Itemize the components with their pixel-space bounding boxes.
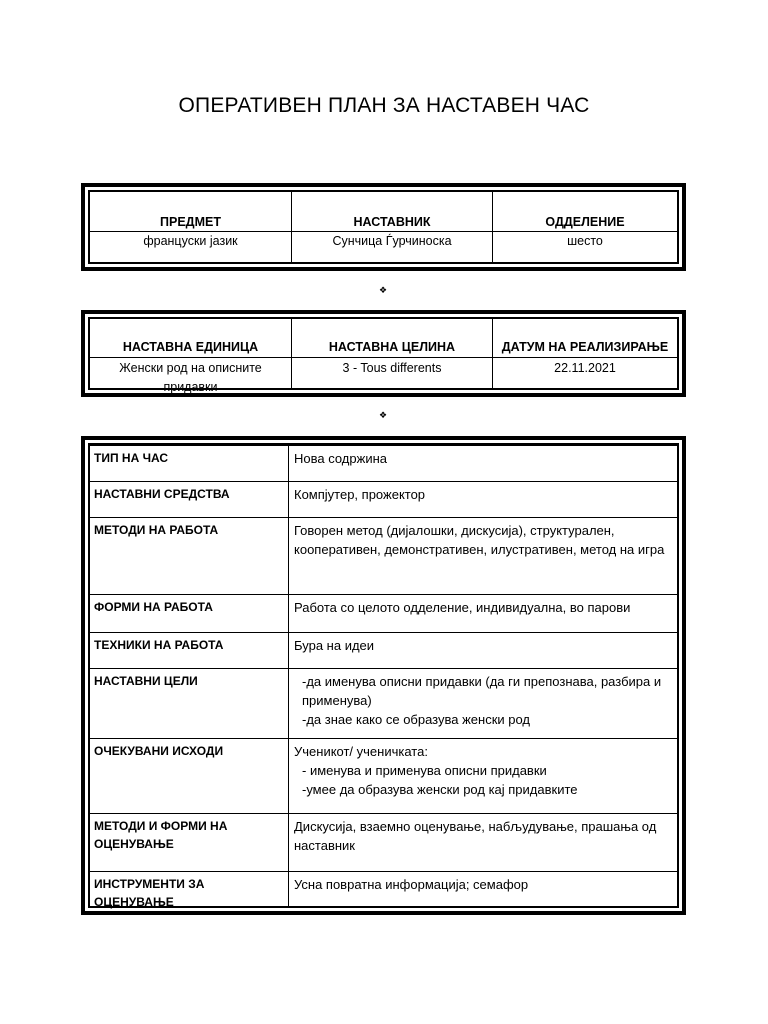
separator-diamond-icon: ❖ (378, 285, 388, 295)
teacher-header: НАСТАВНИК (353, 215, 431, 229)
date-column (492, 319, 677, 388)
row-label: ОЧЕКУВАНИ ИСХОДИ (94, 744, 224, 758)
grade-header: ОДДЕЛЕНИЕ (545, 215, 625, 229)
table2-divider (90, 357, 677, 358)
row-text: Компјутер, прожектор (294, 487, 426, 502)
teacher-value: Сунчица Ѓурчиноска (332, 234, 452, 248)
grade-value: шесто (567, 234, 603, 248)
table-row (90, 668, 677, 739)
subject-header: ПРЕДМЕТ (160, 215, 221, 229)
teacher-column (291, 192, 492, 262)
row-label: МЕТОДИ НА РАБОТА (94, 523, 219, 537)
unit-column (90, 319, 291, 394)
subject-value: француски јазик (143, 234, 238, 248)
row-text-line: -да именува описни придавки (да ги препознава, разбира и применува) (302, 674, 662, 708)
theme-value: 3 - Tous differents (342, 361, 442, 375)
subject-info-table (81, 183, 686, 271)
grade-column (492, 192, 677, 262)
lesson-details-table (81, 436, 686, 915)
table-row (90, 594, 677, 633)
row-text (294, 742, 671, 799)
row-label: НАСТАВНИ ЦЕЛИ (94, 674, 198, 688)
theme-column (291, 319, 492, 388)
row-label: НАСТАВНИ СРЕДСТВА (94, 487, 230, 501)
row-text-line: -умее да образува женски род кај придавките (302, 782, 578, 797)
row-text: Дискусија, взаемно оценување, набљудување, прашања од наставник (294, 819, 657, 853)
row-label: ТИП НА ЧАС (94, 451, 169, 465)
row-text: Говорен метод (дијалошки, дискусија), структурален, кооперативен, демонстративен, илустративен, метод на игра (294, 523, 665, 557)
row-text: Бура на идеи (294, 638, 375, 653)
table-row (90, 517, 677, 595)
unit-info-table (81, 310, 686, 397)
row-text: Нова содржина (294, 451, 387, 466)
table-row (90, 813, 677, 872)
table1-divider (90, 231, 677, 232)
row-text-line: - именува и применува описни придавки (302, 763, 547, 778)
date-value: 22.11.2021 (554, 361, 616, 375)
row-text: Работа со целото одделение, индивидуална, во парови (294, 600, 631, 615)
table-row (90, 632, 677, 669)
row-text-line: Ученикот/ ученичката: (294, 744, 428, 759)
row-label: ФОРМИ НА РАБОТА (94, 600, 213, 614)
row-text-line: -да знае како се образува женски род (302, 712, 531, 727)
table-row (90, 738, 677, 814)
date-header: ДАТУМ НА РЕАЛИЗИРАЊЕ (501, 340, 669, 354)
table-row (90, 445, 677, 482)
row-label: МЕТОДИ И ФОРМИ НА ОЦЕНУВАЊЕ (94, 819, 228, 851)
row-label: ИНСТРУМЕНТИ ЗА ОЦЕНУВАЊЕ (94, 877, 205, 909)
theme-header: НАСТАВНА ЦЕЛИНА (328, 340, 456, 354)
unit-header: НАСТАВНА ЕДИНИЦА (122, 340, 259, 354)
subject-column (90, 192, 291, 262)
separator-diamond-icon: ❖ (378, 410, 388, 420)
row-text (294, 672, 671, 729)
row-label: ТЕХНИКИ НА РАБОТА (94, 638, 224, 652)
row-text: Усна повратна информација; семафор (294, 877, 529, 892)
table-row (90, 871, 677, 915)
table-row (90, 481, 677, 518)
unit-value: Женски род на описните придавки (119, 361, 262, 394)
document-title: ОПЕРАТИВЕН ПЛАН ЗА НАСТАВЕН ЧАС (178, 94, 590, 117)
